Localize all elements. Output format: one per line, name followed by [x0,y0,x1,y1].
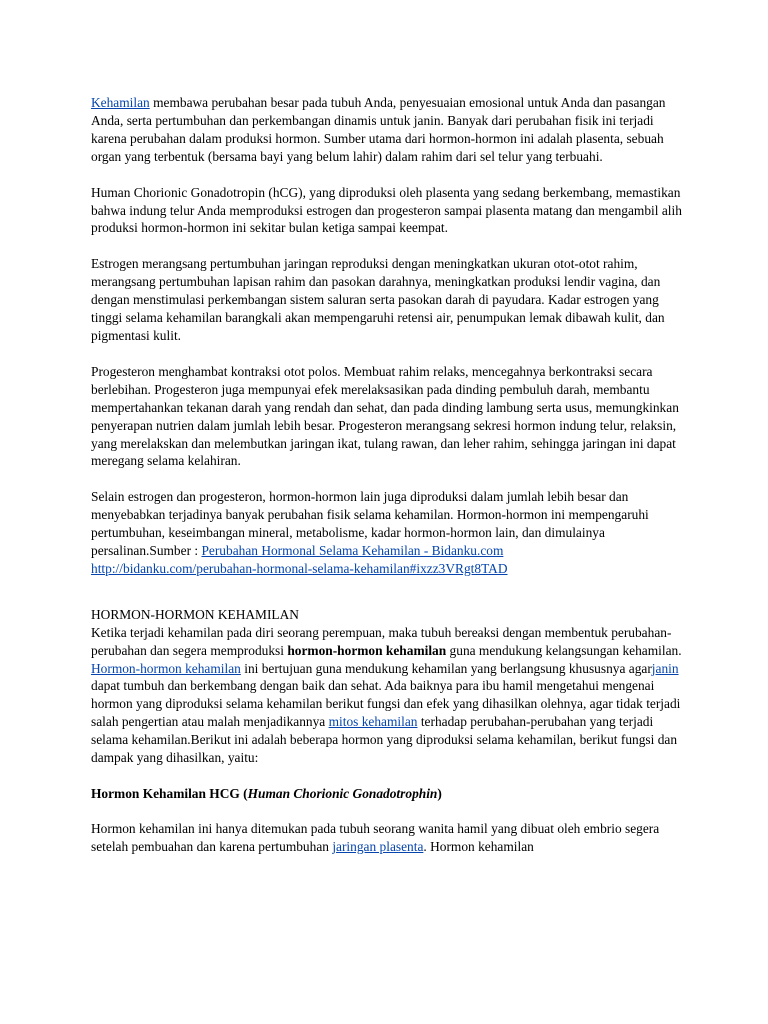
subsection-heading-bold: Hormon Kehamilan HCG ( [91,786,248,801]
link-source-title[interactable]: Perubahan Hormonal Selama Kehamilan - Bidanku.com [201,543,504,559]
section-text-2: guna mendukung kelangsungan kehamilan. [446,642,682,658]
link-source-url[interactable]: http://bidanku.com/perubahan-hormonal-selama-kehamilan#ixzz3VRgt8TAD [91,560,508,576]
section-text-3: ini bertujuan guna mendukung kehamilan yang berlangsung khususnya agar [240,660,652,676]
document-page [91,94,691,874]
paragraph-hcg-text: Human Chorionic Gonadotropin (hCG), yang diproduksi oleh plasenta yang sedang berkembang, memastikan bahwa indung telur Anda memproduksi estrogen dan progesteron sampai plasenta matang dan mengambil alih produksi hormon-hormon ini sekitar bulan ketiga sampai keempat. [91,184,682,236]
link-kehamilan[interactable]: Kehamilan [91,95,150,110]
hcg-detail-text-1: Hormon kehamilan ini hanya ditemukan pada tubuh seorang wanita hamil yang dibuat oleh embrio segera setelah pembuahan dan karena pertumbuhan [91,820,660,854]
paragraph-other-hormones-text: Selain estrogen dan progesteron, hormon-hormon lain juga diproduksi dalam jumlah lebih besar dan menyebabkan terjadinya banyak perubahan fisik selama kehamilan. Hormon-hormon ini mempengaruhi pertumbuhan, keseimbangan mineral, metabolisme, kadar hormon-hormon lain, dan dimulainya persalinan.Sumber : [91,489,649,559]
paragraph-section-body [91,624,691,767]
section-text-4: dapat tumbuh dan berkembang dengan baik dan sehat. Ada baiknya para ibu hamil mengetahui mengenai hormon yang diproduksi selama kehamilan berikut fungsi dan efek yang dihasilkan olehnya, agar tidak terjadi salah pengertian atau malah menjadikannya [91,678,681,730]
paragraph-progesteron [91,363,691,470]
section-text-1: Ketika terjadi kehamilan pada diri seorang perempuan, maka tubuh bereaksi dengan membentuk perubahan-perubahan dan segera memproduksi [91,624,672,658]
paragraph-other-hormones [91,488,691,578]
paragraph-hcg-detail [91,820,691,856]
paragraph-estrogen-text: Estrogen merangsang pertumbuhan jaringan reproduksi dengan meningkatkan ukuran otot-otot rahim, merangsang pertumbuhan lapisan rahim dan pasokan darahnya, meningkatkan produksi lendir vagina, dan dengan menstimulasi perkembangan sistem saluran serta pasokan darah di payudara. Kadar estrogen yang tinggi selama kehamilan barangkali akan mempengaruhi retensi air, penumpukan lemak dibawah kulit, dan pigmentasi kulit. [91,256,665,343]
subsection-heading [91,785,691,803]
paragraph-hcg [91,184,691,238]
section-heading: HORMON-HORMON KEHAMILAN [91,606,299,622]
paragraph-progesteron-text: Progesteron menghambat kontraksi otot polos. Membuat rahim relaks, mencegahnya berkontraksi secara berlebihan. Progesteron juga mempunyai efek merelaksasikan pada dinding pembuluh darah, membantu mempertahankan tekanan darah yang rendah dan sehat, dan pada dinding lambung serta usus, memungkinkan penyerapan nutrien dalam jumlah lebih besar. Progesteron merangsang sekresi hormon indung telur, relaksin, yang merelakskan dan melembutkan jaringan ikat, tulang rawan, dan leher rahim, sehingga jaringan ini dapat meregang selama kelahiran. [91,363,679,469]
section-bold-hormon: hormon-hormon kehamilan [287,642,447,658]
hcg-detail-text-2: . Hormon kehamilan [423,838,534,854]
paragraph-intro-text: membawa perubahan besar pada tubuh Anda, penyesuaian emosional untuk Anda dan pasangan Anda, serta pertumbuhan dan perkembangan dinamis untuk janin. Banyak dari perubahan fisik ini terjadi karena perubahan dalam produksi hormon. Sumber utama dari hormon-hormon ini adalah plasenta, sebuah organ yang terbentuk (bersama bayi yang belum lahir) dalam rahim dari sel telur yang terbuahi. [91,95,666,164]
link-jaringan-plasenta[interactable]: jaringan plasenta [332,838,424,854]
link-hormon-kehamilan[interactable]: Hormon-hormon kehamilan [91,660,241,676]
spacer [91,578,691,606]
link-janin[interactable]: janin [651,660,679,676]
subsection-heading-italic: Human Chorionic Gonadotrophin [247,786,438,801]
paragraph-estrogen [91,255,691,345]
paragraph-intro [91,94,691,166]
section-text-5: terhadap perubahan-perubahan yang terjadi selama kehamilan.Berikut ini adalah beberapa hormon yang diproduksi selama kehamilan, berikut fungsi dan dampak yang dihasilkan, yaitu: [91,714,678,766]
link-mitos-kehamilan[interactable]: mitos kehamilan [328,714,418,730]
subsection-heading-close: ) [437,786,442,801]
